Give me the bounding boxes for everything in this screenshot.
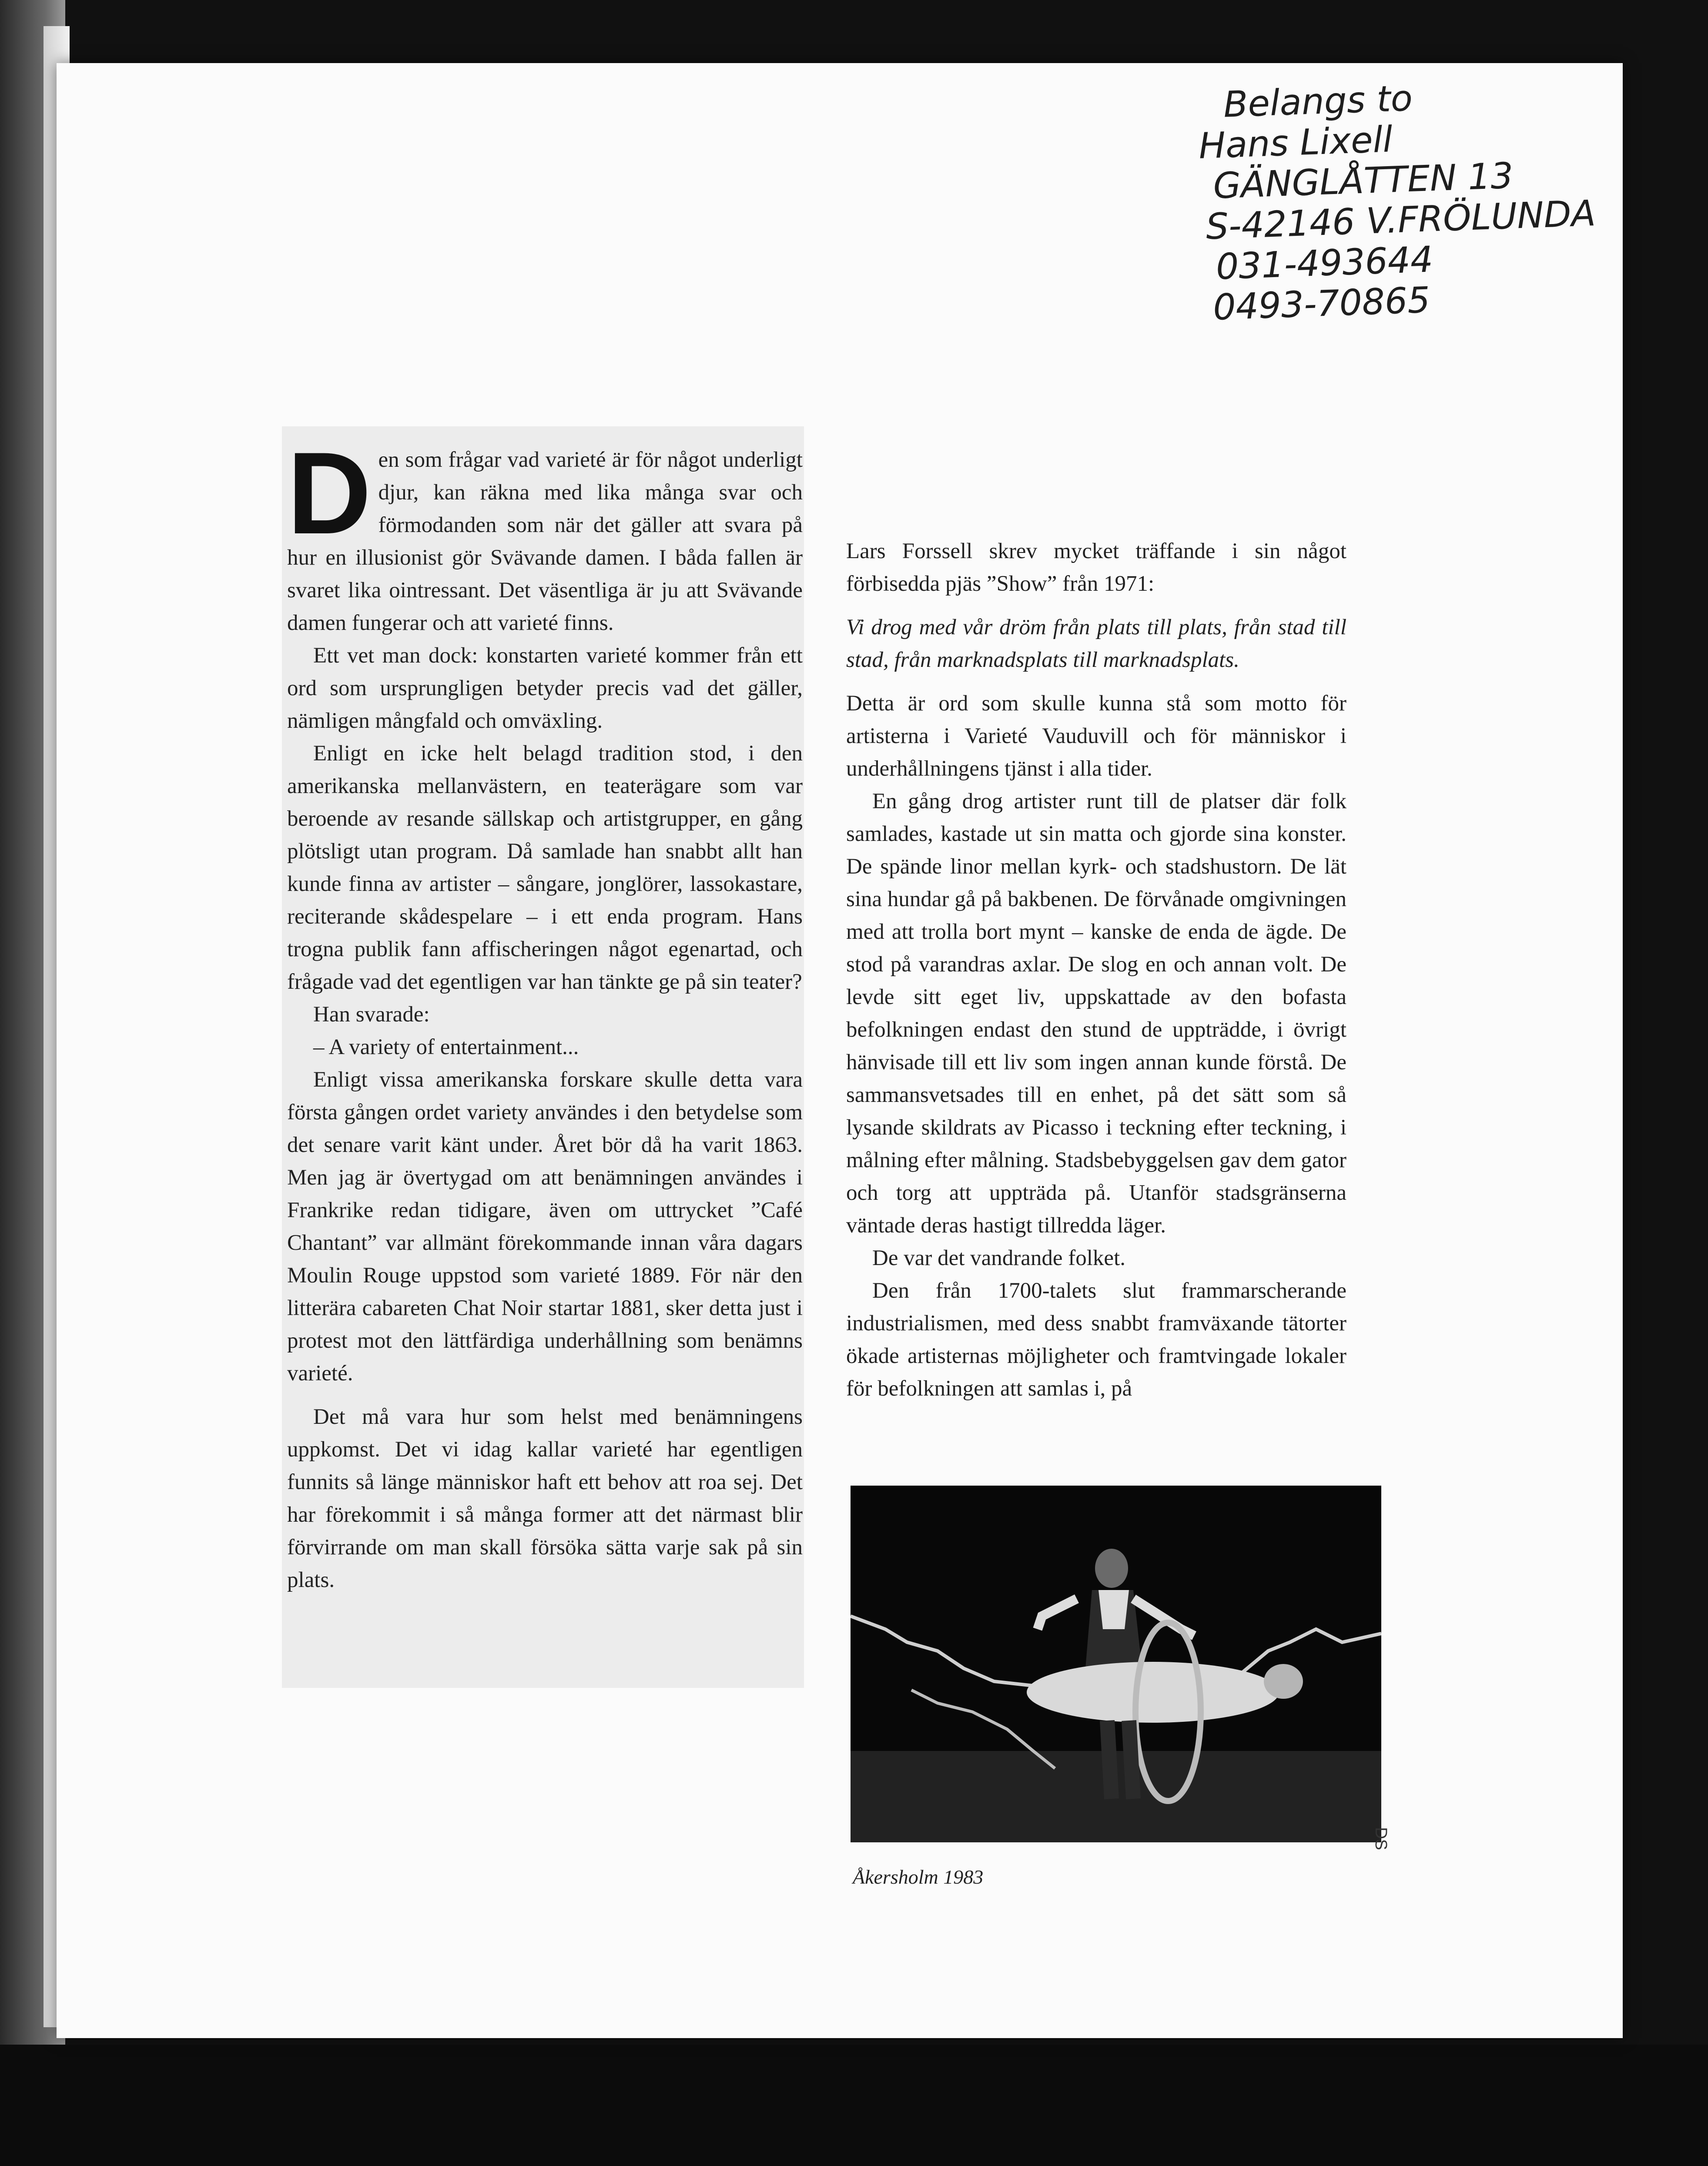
article-paragraph: Ett vet man dock: konstarten varieté kommer från ett ord som ursprungligen betyder precis vad det gäller, nämligen mångfald och omväxling. <box>287 643 803 733</box>
article-paragraph: Det må vara hur som helst med benämningens uppkomst. Det vi idag kallar varieté har egentligen funnits så länge människor haft ett behov att roa sej. Det har förekommit i så många former att det närmast blir förvirrande om man skall försöka sätta varje sak på sin plats. <box>287 1405 803 1592</box>
article-paragraph: Han svarade: <box>313 1002 430 1027</box>
article-paragraph: Enligt en icke helt belagd tradition stod, i den amerikanska mellanvästern, en teaterägare som var beroende av resande sällskap och artistgrupper, en gång plötsligt utan program. Då samlade han snabbt allt han kunde finna av artister – sångare, jonglörer, lassokastare, reciterande skådespelare – i ett enda program. Hans trogna publik fann affischeringen något egenartad, och frågade vad det egentligen var han tänkte ge på sin teater? <box>287 741 803 994</box>
photo-illustration <box>851 1486 1381 1842</box>
article-left-column <box>287 428 803 1614</box>
handwritten-line: 0493-70865 <box>1212 279 1431 328</box>
article-paragraph: En gång drog artister runt till de platser där folk samlades, kastade ut sin matta och gjorde sina konster. De spände linor mellan kyrk- och stadshustorn. De lät sina hundar gå på bakbenen. De förvånade omgivningen med att trolla bort mynt – kanske de enda de ägde. De stod på varandras axlar. De slog en och annan volt. De levde sitt eget liv, uppskattade av den bofasta befolkningen endast den stund de uppträdde, i övrigt hänvisade till ett liv som ingen annan kunde förstå. De sammansvetsades till en enhet, på det sätt som så lysande skildrats av Picasso i teckning efter teckning, i målning efter målning. Stadsbebyggelsen gav dem gator och torg att uppträda på. Utanför stadsgränserna väntade deras hastigt tillredda läger. <box>846 789 1346 1238</box>
block-quote: Vi drog med vår dröm från plats till plats, från stad till stad, från marknadsplats till marknadsplats. <box>846 615 1346 672</box>
article-paragraph: Den från 1700-talets slut frammarscherande industrialismen, med dess snabbt framväxande tätorter ökade artisternas möjligheter och framtvingade lokaler för befolkningen att samlas i, på <box>846 1279 1346 1401</box>
article-paragraph-text: en som frågar vad varieté är för något underligt djur, kan räkna med lika många svar och förmodanden som när det gäller att svara på hur en illusionist gör Svävande damen. I båda fallen är svaret lika ointressant. Det väsentliga är ju att Svävande damen fungerar och att varieté finns. <box>287 448 803 635</box>
handwritten-line: S-42146 V.FRÖLUNDA <box>1205 193 1597 248</box>
article-paragraph <box>287 428 803 639</box>
photo-caption: Åkersholm 1983 <box>853 1866 984 1888</box>
handwritten-line: GÄNGLÅTTEN 13 <box>1212 155 1514 207</box>
article-paragraph: De var det vandrande folket. <box>872 1246 1125 1270</box>
article-paragraph: Lars Forssell skrev mycket träffande i sin något förbisedda pjäs ”Show” från 1971: <box>846 539 1346 596</box>
levitation-photo <box>851 1486 1381 1842</box>
handwritten-note <box>1197 71 1623 328</box>
article-right-column <box>846 535 1346 1405</box>
background-bottom <box>0 2045 1708 2166</box>
article-paragraph: Enligt vissa amerikanska forskare skulle detta vara första gången ordet variety användes i den betydelse som det senare varit känt under. Året bör då ha varit 1863. Men jag är övertygad om att benämningen användes i Frankrike redan tidigare, även om uttrycket ”Café Chantant” var allmänt förekommande innan våra dagars Moulin Rouge uppstod som varieté 1889. För när den litterära cabareten Chat Noir startar 1881, sker detta just i protest mot den lättfärdiga underhållning som benämns varieté. <box>287 1068 803 1386</box>
handwritten-line: 031-493644 <box>1215 239 1434 288</box>
drop-cap: D <box>287 428 372 558</box>
photo-credit: DS <box>1372 1827 1390 1850</box>
handwritten-line: Hans Lixell <box>1198 119 1393 167</box>
handwritten-line: Belangs to <box>1222 77 1413 126</box>
article-paragraph: – A variety of entertainment... <box>313 1035 579 1059</box>
article-paragraph: Detta är ord som skulle kunna stå som motto för artisterna i Varieté Vauduvill och för människor i underhållningens tjänst i alla tider. <box>846 691 1346 781</box>
